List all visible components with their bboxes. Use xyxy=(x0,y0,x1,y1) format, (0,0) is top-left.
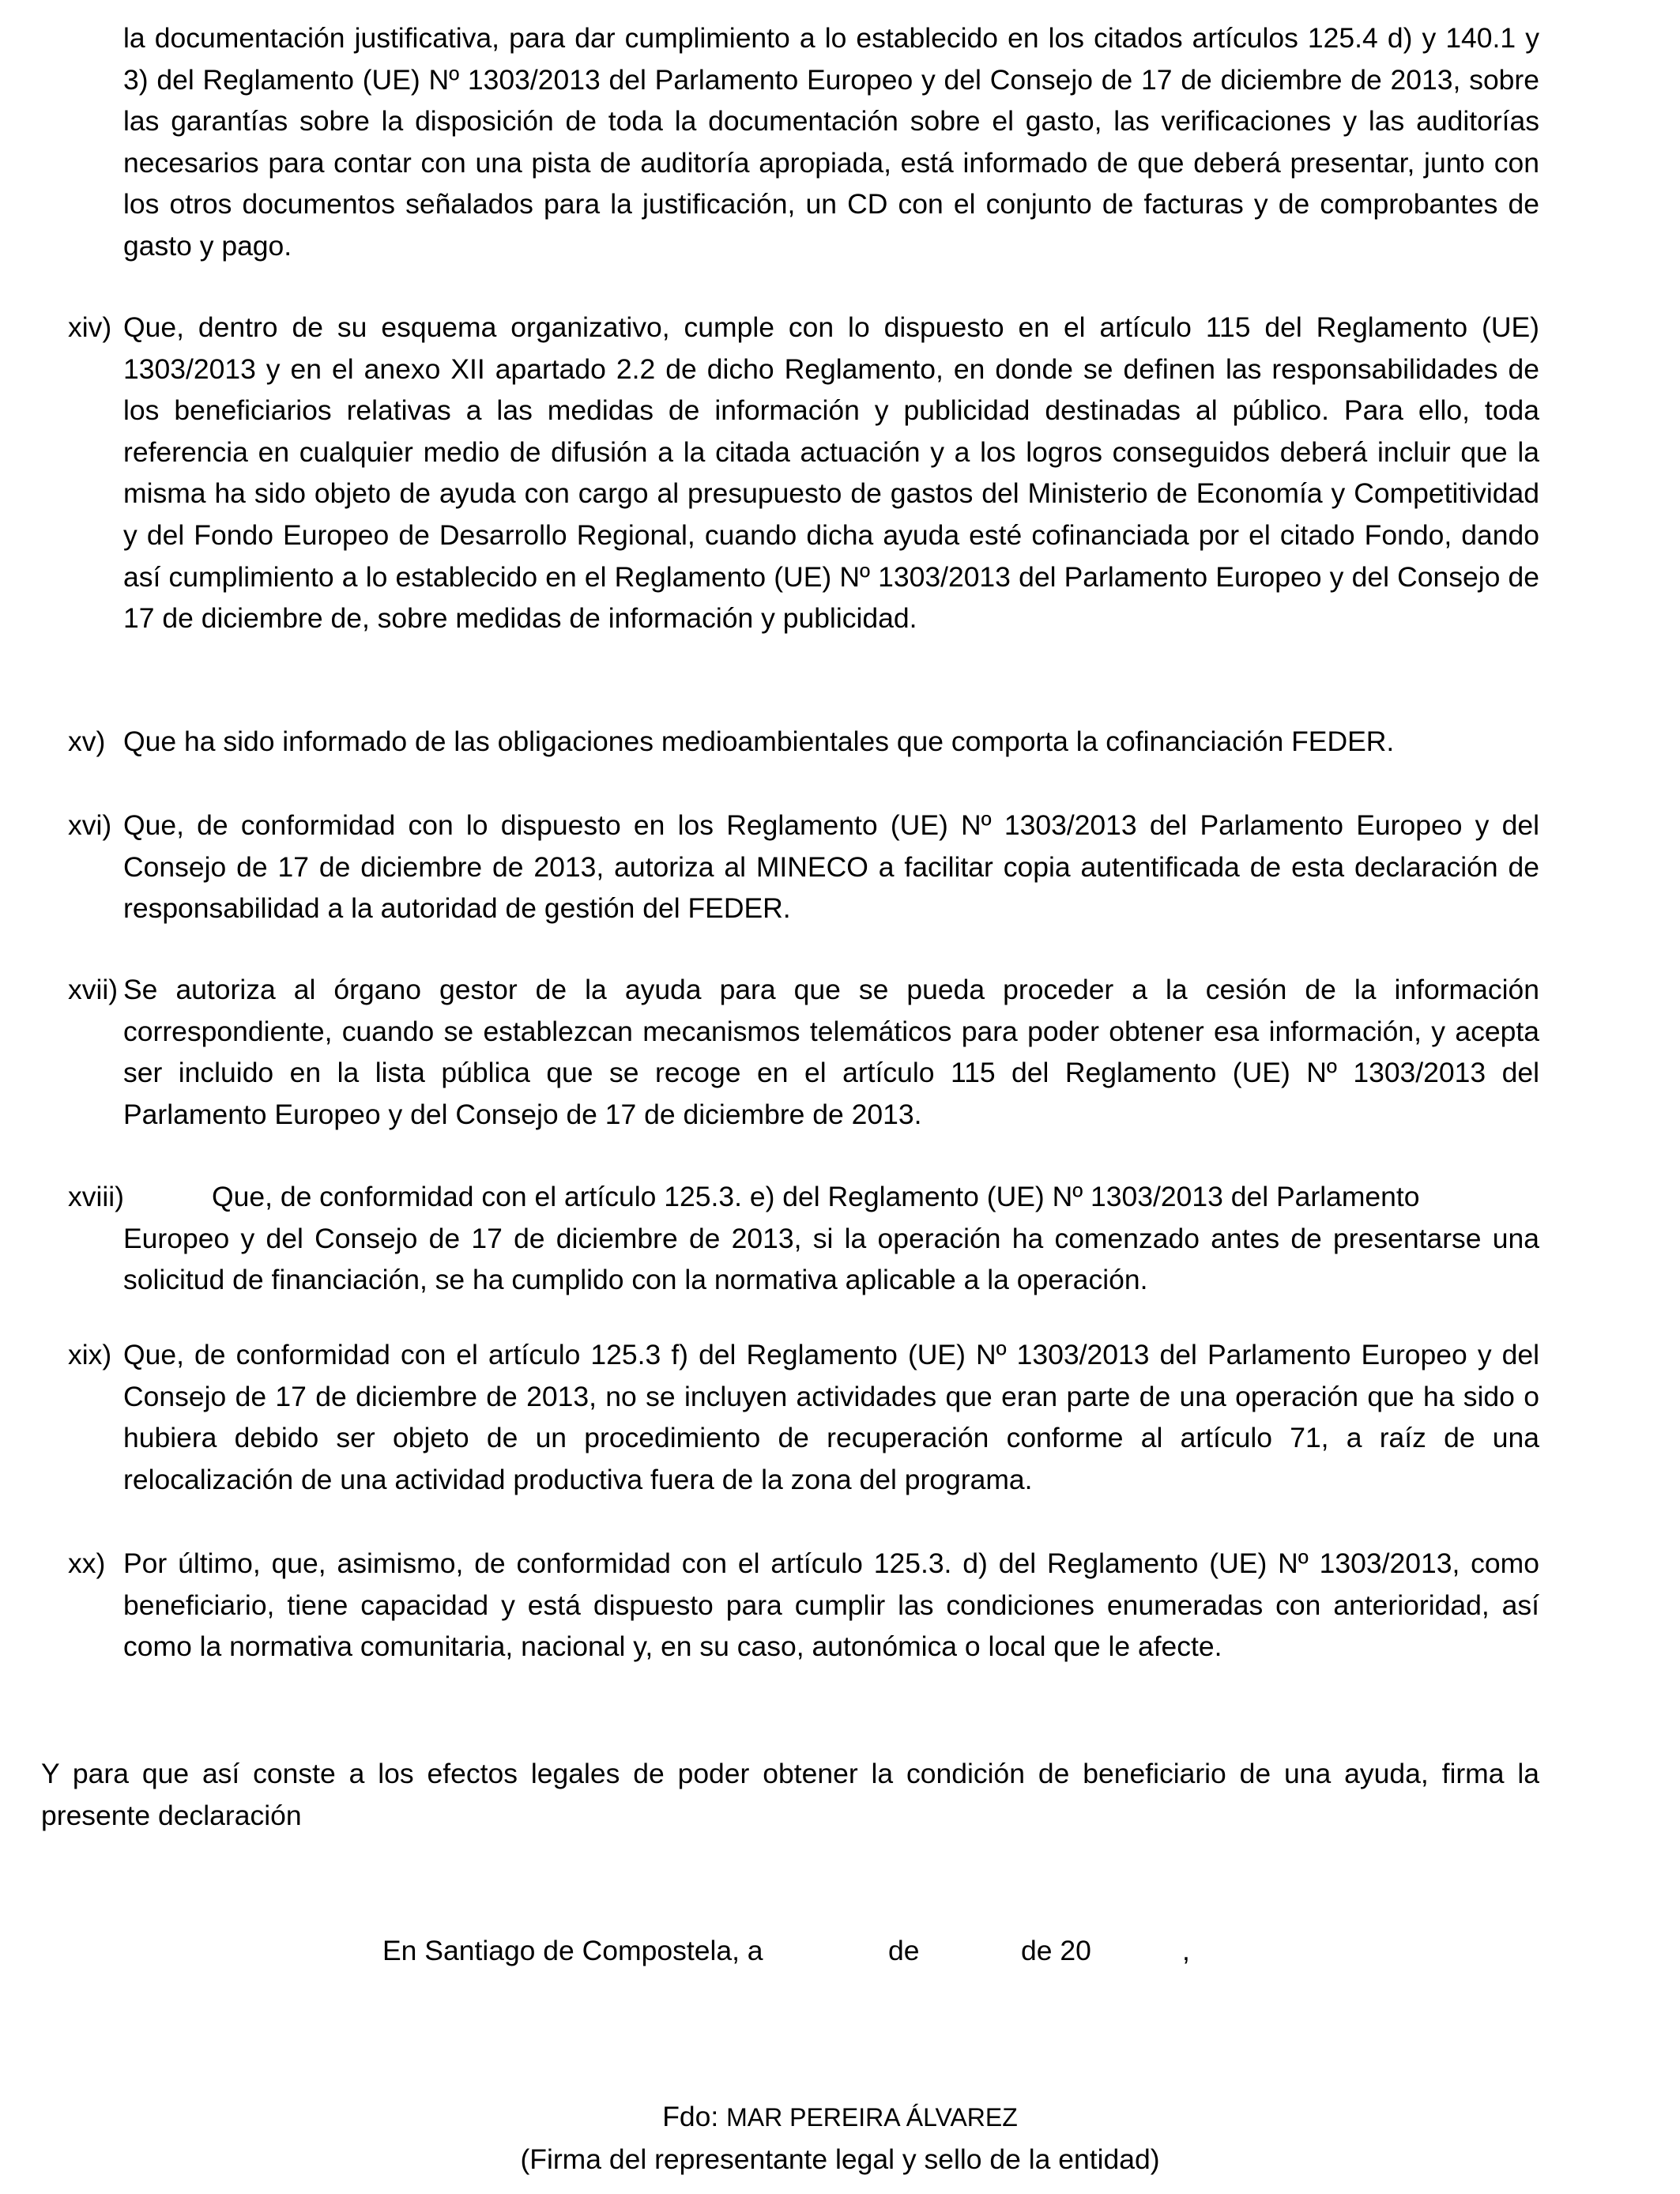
declaration-item-xviii xyxy=(68,1176,1539,1301)
item-text: Que, de conformidad con el artículo 125.3 f) del Reglamento (UE) Nº 1303/2013 del Parlamento Europeo y del Consejo de 17 de diciembre de 2013, no se incluyen actividades que eran parte de una operación que ha sido o hubiera debido ser objeto de un procedimiento de recuperación conforme al artículo 71, a raíz de una relocalización de una actividad productiva fuera de la zona del programa. xyxy=(123,1339,1539,1495)
declaration-item-xix xyxy=(68,1334,1539,1500)
item-text-first-line: Que, de conformidad con el artículo 125.3. e) del Reglamento (UE) Nº 1303/2013 del Parlamento xyxy=(212,1181,1420,1212)
item-text: Se autoriza al órgano gestor de la ayuda para que se pueda proceder a la cesión de la información correspondiente, cuando se establezcan mecanismos telemáticos para poder obtener esa información, y acepta ser incluido en la lista pública que se recoge en el artículo 115 del Reglamento (UE) Nº 1303/2013 del Parlamento Europeo y del Consejo de 17 de diciembre de 2013. xyxy=(123,974,1539,1130)
date-de-1: de xyxy=(888,1935,920,1966)
signature-note: (Firma del representante legal y sello de la entidad) xyxy=(520,2143,1160,2175)
item-number: xix) xyxy=(68,1339,112,1370)
declaration-item-xv xyxy=(68,721,1539,763)
item-number: xv) xyxy=(68,726,106,757)
continuation-text: la documentación justificativa, para dar cumplimiento a lo establecido en los citados artículos 125.4 d) y 140.1 y 3) del Reglamento (UE) Nº 1303/2013 del Parlamento Europeo y del Consejo de 17 de diciembre de 2013, sobre las garantías sobre la disposición de toda la documentación sobre el gasto, las verificaciones y las auditorías necesarios para contar con una pista de auditoría apropiada, está informado de que deberá presentar, junto con los otros documentos señalados para la justificación, un CD con el conjunto de facturas y de comprobantes de gasto y pago. xyxy=(123,22,1539,262)
signature-name: MAR PEREIRA ÁLVAREZ xyxy=(726,2103,1018,2132)
signature-line xyxy=(0,2096,1680,2139)
item-text: Que ha sido informado de las obligaciones medioambientales que comporta la cofinanciación FEDER. xyxy=(123,726,1395,757)
declaration-item-xiv xyxy=(68,307,1539,639)
item-number: xvi) xyxy=(68,809,112,841)
item-text: Que, de conformidad con lo dispuesto en los Reglamento (UE) Nº 1303/2013 del Parlamento Europeo y del Consejo de 17 de diciembre de 2013, autoriza al MINECO a facilitar copia autentificada de esta declaración de responsabilidad a la autoridad de gestión del FEDER. xyxy=(123,809,1539,925)
place-prefix: En Santiago de Compostela, a xyxy=(382,1935,763,1966)
item-text: Europeo y del Consejo de 17 de diciembre de 2013, si la operación ha comenzado antes de presentarse una solicitud de financiación, se ha cumplido con la normativa aplicable a la operación. xyxy=(123,1222,1539,1296)
declaration-item-xvii xyxy=(68,969,1539,1135)
item-text: Que, dentro de su esquema organizativo, cumple con lo dispuesto en el artículo 115 del Reglamento (UE) 1303/2013 y en el anexo XII apartado 2.2 de dicho Reglamento, en donde se definen las responsabilidades de los beneficiarios relativas a las medidas de información y publicidad destinadas al público. Para ello, toda referencia en cualquier medio de difusión a la citada actuación y a los logros conseguidos deberá incluir que la misma ha sido objeto de ayuda con cargo al presupuesto de gastos del Ministerio de Economía y Competitividad y del Fondo Europeo de Desarrollo Regional, cuando dicha ayuda esté cofinanciada por el citado Fondo, dando así cumplimiento a lo establecido en el Reglamento (UE) Nº 1303/2013 del Parlamento Europeo y del Consejo de 17 de diciembre de, sobre medidas de información y publicidad. xyxy=(123,311,1539,635)
declaration-item-xvi xyxy=(68,805,1539,929)
item-number: xx) xyxy=(68,1547,106,1579)
item-number: xiv) xyxy=(68,311,112,343)
date-de-2: de 20 xyxy=(1021,1935,1091,1966)
closing-paragraph: Y para que así conste a los efectos legales de poder obtener la condición de beneficiario de una ayuda, firma la presente declaración xyxy=(41,1758,1539,1831)
signature-label: Fdo: xyxy=(662,2101,719,2132)
item-number: xviii) xyxy=(68,1181,124,1212)
item-text: Por último, que, asimismo, de conformidad con el artículo 125.3. d) del Reglamento (UE) Nº 1303/2013, como beneficiario, tiene capacidad y está dispuesto para cumplir las condiciones enumeradas con anterioridad, así como la normativa comunitaria, nacional y, en su caso, autonómica o local que le afecte. xyxy=(123,1547,1539,1663)
continuation-item xyxy=(68,17,1539,267)
declaration-item-xx xyxy=(68,1543,1539,1668)
date-comma: , xyxy=(1182,1935,1190,1966)
item-number: xvii) xyxy=(68,974,119,1005)
